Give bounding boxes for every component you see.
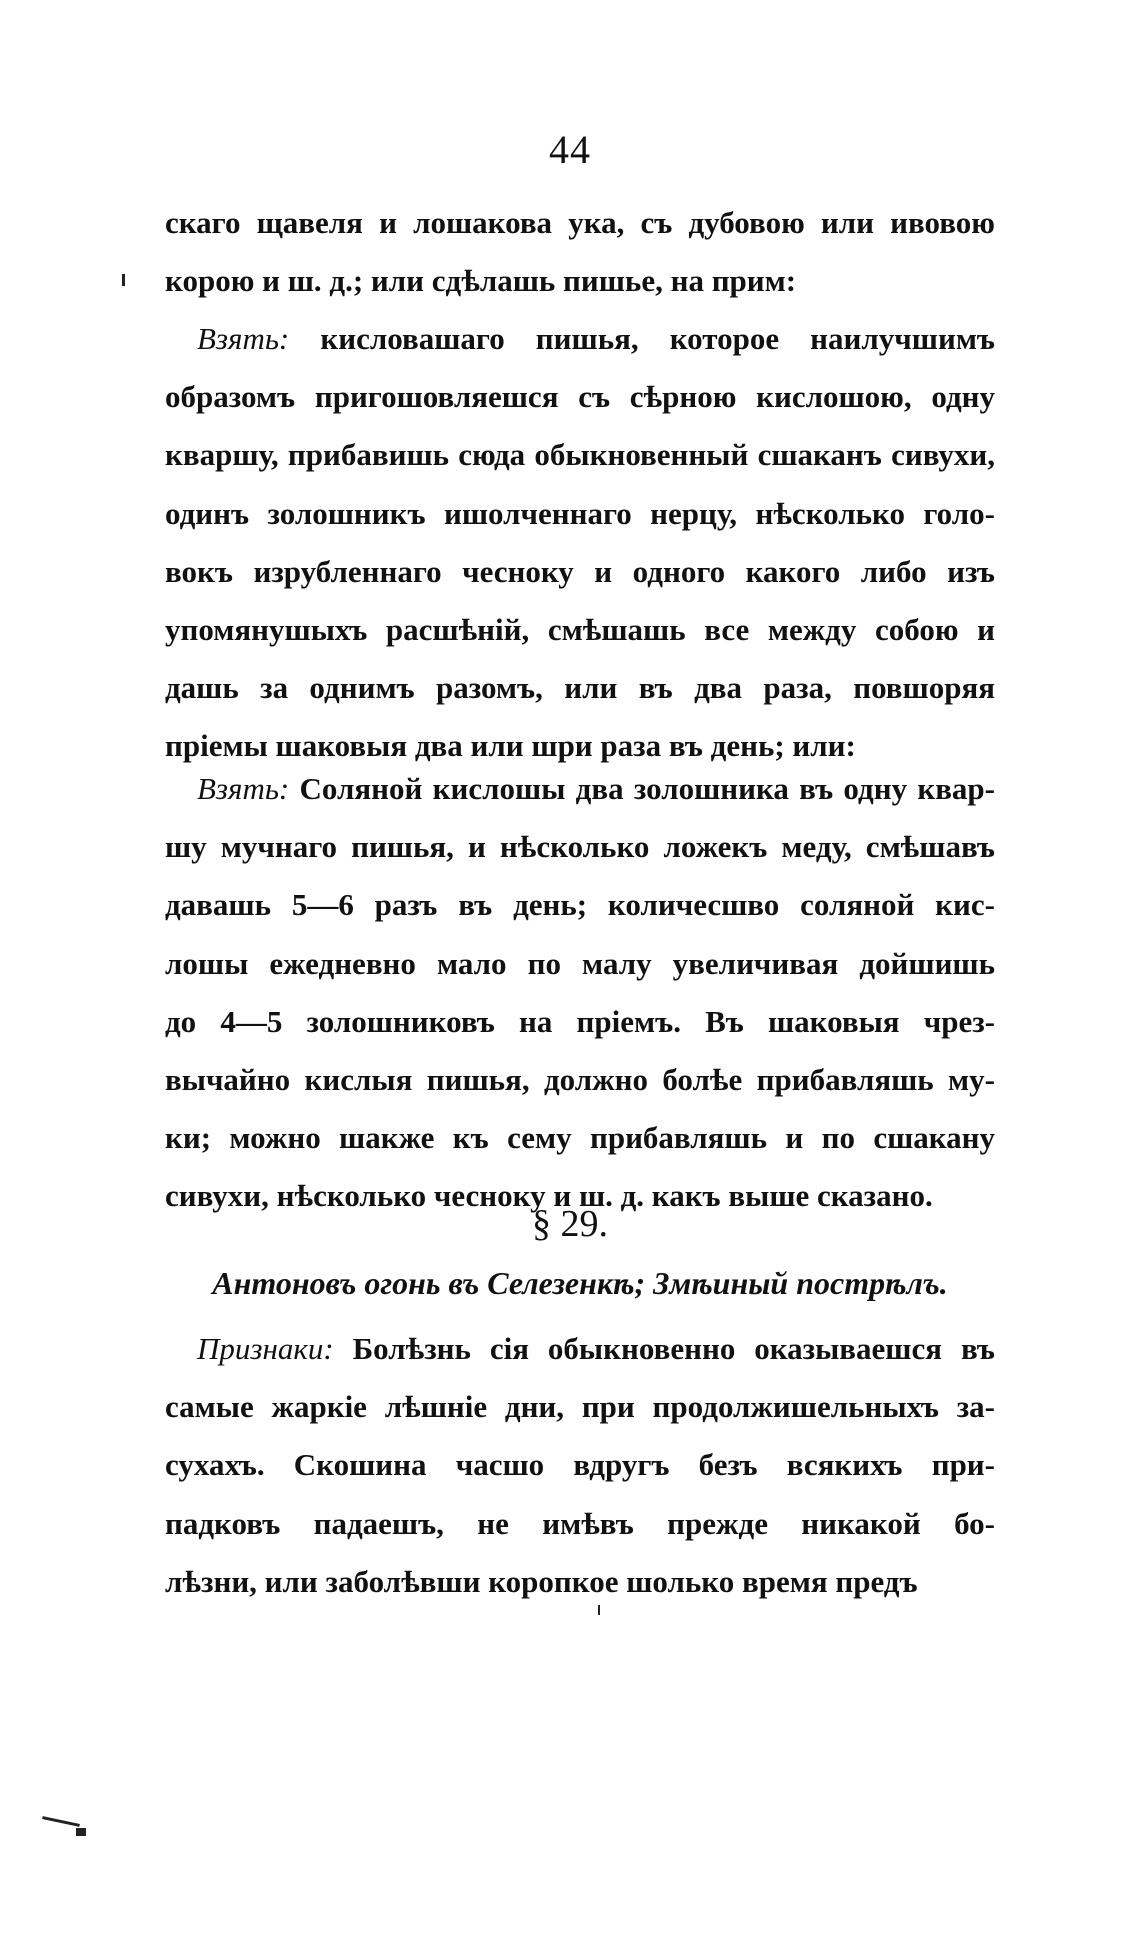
text-line: вокъ изрубленнаго чесноку и одного какого либо изъ [165,553,995,589]
text-line: до 4—5 золошниковъ на прiемъ. Въ шаковыя чрез- [165,1003,995,1039]
text-line [165,1320,995,1378]
text-line: одинъ золошникъ ишолченнаго нерцу, нѣсколько голо- [165,495,995,531]
text-line: скаго щавеля и лошакова ука, съ дубовою или ивовою [165,205,995,240]
recipe-label: Взять: [197,321,290,356]
text-line: лошы ежедневно мало по малу увеличивая дойшишь [165,945,995,981]
scan-speck [76,1828,86,1836]
text-line: самые жаркiе лѣшнiе дни, при продолжишельныхъ за- [165,1389,995,1425]
text-line: дашь за однимъ разомъ, или въ два раза, повшоряя [165,670,995,706]
recipe-first-line: Соляной кислошы два золошника въ одну квар- [299,771,995,806]
text-line: давашь 5—6 разъ въ день; количесшво соляной кис- [165,887,995,923]
recipe-paragraph-1 [165,310,995,776]
text-line: падковъ падаешъ, не имѣвъ прежде никакой бо- [165,1505,995,1541]
text-line: прiемы шаковыя два или шри раза въ день; или: [165,728,856,764]
text-line: образомъ пригошовляешся съ сѣрною кислошою, одну [165,379,995,415]
scan-speck [42,1816,80,1827]
section-title: Антоновъ огонь въ Селезенкѣ; Змѣиный пострѣлъ. [212,1265,948,1301]
scan-speck [598,1605,600,1615]
text-line: ки; можно шакже къ сему прибавляшь и по сшакану [165,1120,995,1156]
text-line [165,310,995,368]
text-line: сивухи, нѣсколько чесноку и ш. д. какъ выше сказано. [165,1178,933,1214]
page-number: 44 [549,127,591,172]
text-line: кваршу, прибавишь сюда обыкновенный сшаканъ сивухи, [165,437,995,473]
signs-paragraph [165,1320,995,1611]
text-line: корою и ш. д.; или сдѣлашь пишье, на прим: [165,263,797,299]
recipe-paragraph-2 [165,760,995,1226]
text-line: лѣзни, или заболѣвши коропкое шолько время предъ [165,1563,918,1599]
text-line: сухахъ. Скошина часшо вдругъ безъ всякихъ при- [165,1447,995,1483]
text-line [165,760,995,818]
signs-first-line: Болѣзнь сiя обыкновенно оказываешся въ [352,1331,995,1366]
scan-speck [122,274,125,286]
text-line: упомянушыхъ расшѣнiй, смѣшашь все между собою и [165,611,995,647]
text-line: шу мучнаго пишья, и нѣсколько ложекъ меду, смѣшавъ [165,829,995,865]
recipe-first-line: кисловашаго пишья, которое наилучшимъ [320,321,995,356]
section-number: § 29. [532,1203,608,1245]
signs-label: Признаки: [197,1331,334,1366]
recipe-label: Взять: [197,771,290,806]
paragraph-continuation [165,194,995,310]
text-line: вычайно кислыя пишья, должно болѣе прибавляшь му- [165,1061,995,1097]
